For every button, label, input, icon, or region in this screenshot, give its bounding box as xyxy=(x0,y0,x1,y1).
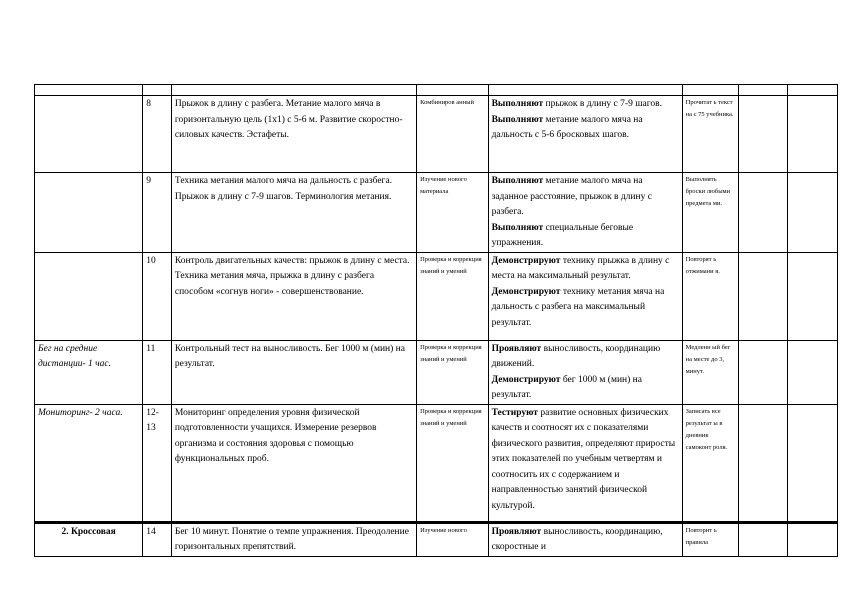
activity-verb: Демонстрируют xyxy=(491,286,561,297)
section-cell: 2. Кроссовая xyxy=(35,522,143,556)
homework: Записать все результат ы в дневник самоконт роля. xyxy=(682,404,738,522)
homework: Повторят ь отжимани я. xyxy=(682,252,738,340)
activity-verb: Выполняют xyxy=(491,176,544,186)
table-header-row xyxy=(35,85,838,96)
empty-cell xyxy=(787,340,837,404)
lesson-number: 11 xyxy=(143,340,172,404)
empty-cell xyxy=(787,404,837,522)
lesson-type: Изучение нового xyxy=(417,522,489,556)
activity-text: бег 1000 м (мин) на результат. xyxy=(491,374,642,400)
student-activity xyxy=(488,252,682,340)
student-activity xyxy=(488,173,682,253)
empty-cell xyxy=(787,252,837,340)
activity-verb: Выполняют xyxy=(491,222,544,233)
activity-verb: Выполняют xyxy=(491,99,544,109)
table-row xyxy=(35,522,838,556)
section-cell xyxy=(35,252,143,340)
header-cell xyxy=(417,85,489,96)
table-row xyxy=(35,96,838,173)
empty-cell xyxy=(787,96,837,173)
lesson-type: Проверка и коррекция знаний и умений xyxy=(417,252,489,340)
homework: Медленн ый бег на месте до 3, минут. xyxy=(682,340,738,404)
activity-text: развитие основных физических качеств и соотносят их с показателями физического развития, определяют приросты этих показателей по учебным четвертям и соотносить их с содержанием и направленностью занятий физической культурой. xyxy=(491,407,676,511)
activity-text: выносливость, координацию, скоростные и xyxy=(491,526,663,552)
activity-text: технику прыжка в длину с места на максимальный результат. xyxy=(491,255,670,281)
activity-text: технику метания мяча на дальность с разбега на максимальный результат. xyxy=(491,286,665,328)
section-cell: Мониторинг- 2 часа. xyxy=(35,404,143,522)
lesson-topic: Контроль двигательных качеств: прыжок в длину с места. Техника метания мяча, прыжка в длину с разбега способом «согнув ноги» - совершенствование. xyxy=(171,252,416,340)
student-activity xyxy=(488,340,682,404)
section-cell: Бег на средние дистанции- 1 час. xyxy=(35,340,143,404)
homework: Выполнять броски любыми предмета ми. xyxy=(682,173,738,253)
header-cell xyxy=(35,85,143,96)
student-activity xyxy=(488,522,682,556)
header-cell xyxy=(143,85,172,96)
empty-cell xyxy=(787,173,837,253)
header-cell xyxy=(171,85,416,96)
activity-text: прыжок в длину с 7-9 шагов. xyxy=(543,99,662,109)
table-row xyxy=(35,173,838,253)
table-row xyxy=(35,252,838,340)
activity-verb: Тестируют xyxy=(491,407,538,418)
activity-text: выносливость, координацию движений. xyxy=(491,343,661,369)
student-activity xyxy=(488,404,682,522)
empty-cell xyxy=(738,404,787,522)
lesson-topic: Бег 10 минут. Понятие о темпе упражнения. Преодоление горизонтальных препятствий. xyxy=(171,522,416,556)
lesson-topic: Контрольный тест на выносливость. Бег 1000 м (мин) на результат. xyxy=(171,340,416,404)
lesson-topic: Прыжок в длину с разбега. Метание малого мяча в горизонтальную цель (1х1) с 5-6 м. Развитие скоростно- силовых качеств. Эстафеты. xyxy=(171,96,416,173)
lesson-type: Комбиниров анный xyxy=(417,96,489,173)
lesson-type: Изучение нового материала xyxy=(417,173,489,253)
lesson-number: 14 xyxy=(143,522,172,556)
empty-cell xyxy=(787,522,837,556)
homework: Повторит ь правила xyxy=(682,522,738,556)
empty-cell xyxy=(738,173,787,253)
homework: Прочитат ь текст на с 75 учебника. xyxy=(682,96,738,173)
empty-cell xyxy=(738,522,787,556)
lesson-type: Проверка и коррекция знаний и умений xyxy=(417,340,489,404)
activity-verb: Демонстрируют xyxy=(491,255,561,266)
lesson-topic: Техника метания малого мяча на дальность с разбега. Прыжок в длину с 7-9 шагов. Терминология метания. xyxy=(171,173,416,253)
header-cell xyxy=(738,85,787,96)
activity-verb: Выполняют xyxy=(491,114,544,125)
empty-cell xyxy=(738,252,787,340)
lesson-number: 9 xyxy=(143,173,172,253)
student-activity xyxy=(488,96,682,173)
empty-cell xyxy=(738,340,787,404)
lesson-topic: Мониторинг определения уровня физической подготовленности учащихся. Измерение резервов организма и состояния здоровья с помощью функциональных проб. xyxy=(171,404,416,522)
activity-verb: Проявляют xyxy=(491,343,542,354)
activity-text: метание малого мяча на заданное расстояние, прыжок в длину с разбега. xyxy=(491,176,652,217)
section-cell xyxy=(35,96,143,173)
activity-text: метание малого мяча на дальность с 5-6 бросковых шагов. xyxy=(491,114,643,140)
table-row xyxy=(35,404,838,522)
section-cell xyxy=(35,173,143,253)
lesson-type: Проверка и коррекция знаний и умений xyxy=(417,404,489,522)
header-cell xyxy=(787,85,837,96)
activity-verb: Проявляют xyxy=(491,526,542,537)
table-row xyxy=(35,340,838,404)
lesson-number: 8 xyxy=(143,96,172,173)
empty-cell xyxy=(738,96,787,173)
lesson-number: 10 xyxy=(143,252,172,340)
activity-verb: Демонстрируют xyxy=(491,374,561,385)
header-cell xyxy=(682,85,738,96)
activity-text: специальные беговые упражнения. xyxy=(491,222,634,248)
lesson-plan-table xyxy=(34,84,838,557)
header-cell xyxy=(488,85,682,96)
lesson-number: 12-13 xyxy=(143,404,172,522)
